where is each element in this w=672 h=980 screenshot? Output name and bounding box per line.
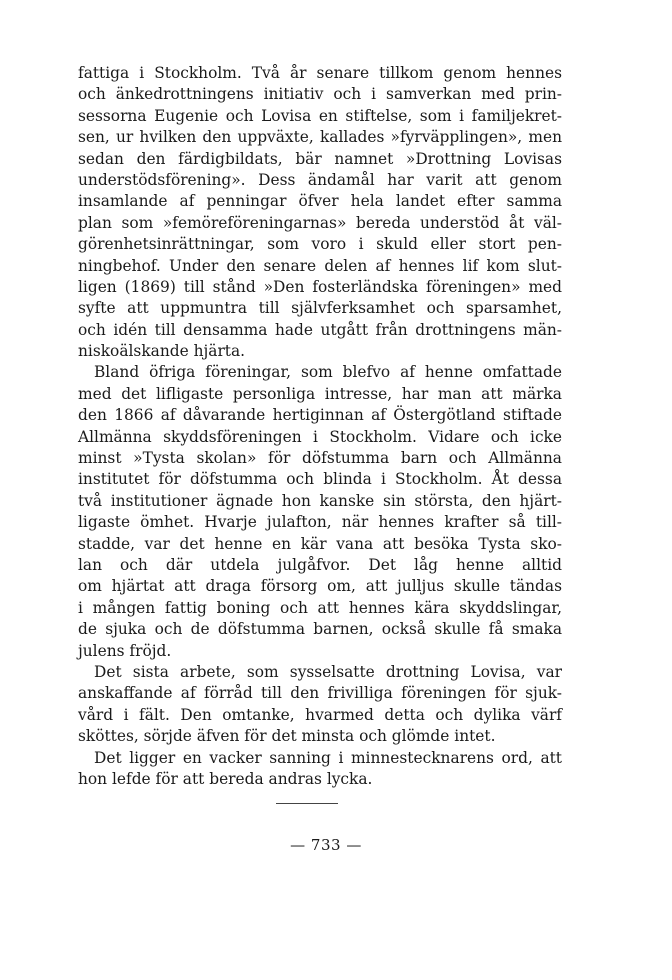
text-line: minst »Tysta skolan» för döfstumma barn och Allmänna bbox=[78, 449, 562, 468]
text-line: Det ligger en vacker sanning i minnestecknarens ord, att bbox=[94, 748, 562, 767]
text-line: syfte att uppmuntra till självferksamhet och sparsamhet, bbox=[78, 299, 562, 318]
page-number: — 733 — bbox=[290, 836, 362, 854]
text-line: och idén till densamma hade utgått från drottningens män- bbox=[78, 320, 562, 339]
text-line: den 1866 af dåvarande hertiginnan af Östergötland stiftade bbox=[78, 406, 562, 425]
text-line: vård i fält. Den omtanke, hvarmed detta och dylika värf bbox=[78, 705, 562, 724]
text-line: med det lifligaste personliga intresse, har man att märka bbox=[78, 384, 562, 403]
text-line: i mången fattig boning och att hennes kära skyddslingar, bbox=[78, 598, 562, 617]
text-line: görenhetsinrättningar, som voro i skuld eller stort pen- bbox=[78, 235, 562, 254]
text-line: institutet för döfstumma och blinda i Stockholm. Åt dessa bbox=[78, 470, 562, 489]
text-line: om hjärtat att draga försorg om, att julljus skulle tändas bbox=[78, 577, 562, 596]
text-line: hon lefde för att bereda andras lycka. bbox=[78, 769, 373, 788]
body-text bbox=[78, 63, 562, 790]
text-line: anskaffande af förråd till den frivilliga föreningen för sjuk- bbox=[78, 684, 562, 703]
text-line: de sjuka och de döfstumma barnen, också skulle få smaka bbox=[78, 620, 562, 639]
text-line: Det sista arbete, som sysselsatte drottning Lovisa, var bbox=[94, 662, 562, 681]
text-line: fattiga i Stockholm. Två år senare tillkom genom hennes bbox=[78, 64, 562, 82]
text-line: lan och där utdela julgåfvor. Det låg henne alltid bbox=[78, 555, 562, 574]
text-line: ningbehof. Under den senare delen af hennes lif kom slut- bbox=[78, 256, 562, 275]
text-line: stadde, var det henne en kär vana att besöka Tysta sko- bbox=[78, 534, 562, 553]
text-line: ligaste ömhet. Hvarje julafton, när hennes krafter så till- bbox=[78, 513, 562, 532]
text-line: sedan den färdigbildats, bär namnet »Drottning Lovisas bbox=[78, 149, 562, 168]
text-line: sen, ur hvilken den uppväxte, kallades »fyrväpplingen», men bbox=[78, 128, 562, 147]
text-line: Allmänna skyddsföreningen i Stockholm. Vidare och icke bbox=[78, 427, 562, 446]
text-line: niskoälskande hjärta. bbox=[78, 342, 246, 361]
text-line: sessorna Eugenie och Lovisa en stiftelse, som i familjekret- bbox=[78, 106, 562, 125]
text-line: två institutioner ägnade hon kanske sin största, den hjärt- bbox=[78, 491, 562, 510]
text-line: ligen (1869) till stånd »Den fosterländska föreningen» med bbox=[78, 277, 562, 296]
text-line: och änkedrottningens initiativ och i samverkan med prin- bbox=[78, 85, 562, 104]
section-rule bbox=[276, 803, 338, 804]
text-line: sköttes, sörjde äfven för det minsta och glömde intet. bbox=[78, 727, 496, 746]
text-line: understödsförening». Dess ändamål har varit att genom bbox=[78, 170, 562, 189]
text-line: insamlande af penningar öfver hela landet efter samma bbox=[78, 192, 562, 211]
text-line: julens fröjd. bbox=[78, 641, 172, 660]
text-line: Bland öfriga föreningar, som blefvo af henne omfattade bbox=[94, 363, 562, 382]
text-line: plan som »femöreföreningarnas» bereda understöd åt väl- bbox=[78, 213, 562, 232]
